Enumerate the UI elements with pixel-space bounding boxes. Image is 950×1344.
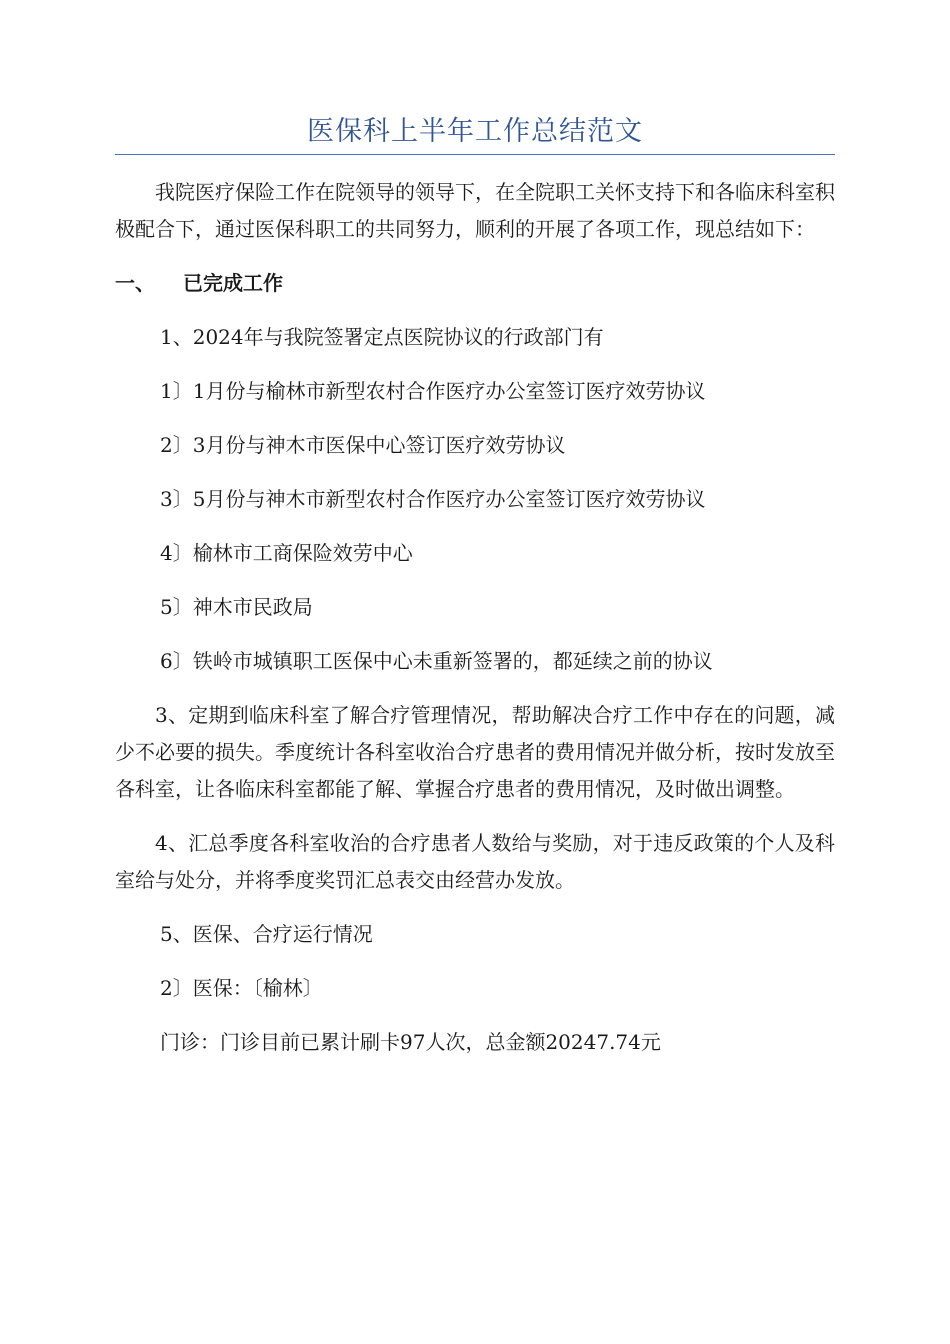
sub-item-5: 5〕神木市民政局	[160, 595, 313, 619]
intro-paragraph: 我院医疗保险工作在院领导的领导下，在全院职工关怀支持下和各临床科室积极配合下，通过医保科职工的共同努力，顺利的开展了各项工作，现总结如下：	[115, 180, 835, 241]
document-title: 医保科上半年工作总结范文	[307, 116, 643, 147]
list-item-5-sub: 2〕医保：〔榆林〕	[160, 976, 323, 1000]
sub-item-6: 6〕铁岭市城镇职工医保中心未重新签署的，都延续之前的协议	[160, 649, 713, 673]
title-underline	[115, 154, 835, 155]
outpatient-line: 门诊：门诊目前已累计刷卡97人次，总金额20247.74元	[160, 1030, 661, 1054]
sub-item-2: 2〕3月份与神木市医保中心签订医疗效劳协议	[160, 433, 566, 457]
document-body	[115, 174, 835, 1061]
list-item-4: 4、汇总季度各科室收治的合疗患者人数给与奖励，对于违反政策的个人及科室给与处分，并将季度奖罚汇总表交由经营办发放。	[115, 831, 835, 892]
sub-item-3: 3〕5月份与神木市新型农村合作医疗办公室签订医疗效劳协议	[160, 487, 706, 511]
list-item-3: 3、定期到临床科室了解合疗管理情况，帮助解决合疗工作中存在的问题，减少不必要的损失。季度统计各科室收治合疗患者的费用情况并做分析，按时发放至各科室，让各临床科室都能了解、掌握合疗患者的费用情况，及时做出调整。	[115, 703, 835, 801]
sub-item-1: 1〕1月份与榆林市新型农村合作医疗办公室签订医疗效劳协议	[160, 379, 706, 403]
section-number: 一、	[115, 271, 155, 295]
list-item-1: 1、2024年与我院签署定点医院协议的行政部门有	[160, 325, 604, 349]
section-heading-text: 已完成工作	[183, 271, 283, 295]
sub-item-4: 4〕榆林市工商保险效劳中心	[160, 541, 413, 565]
section-heading-1	[115, 265, 835, 302]
list-item-5: 5、医保、合疗运行情况	[160, 922, 373, 946]
